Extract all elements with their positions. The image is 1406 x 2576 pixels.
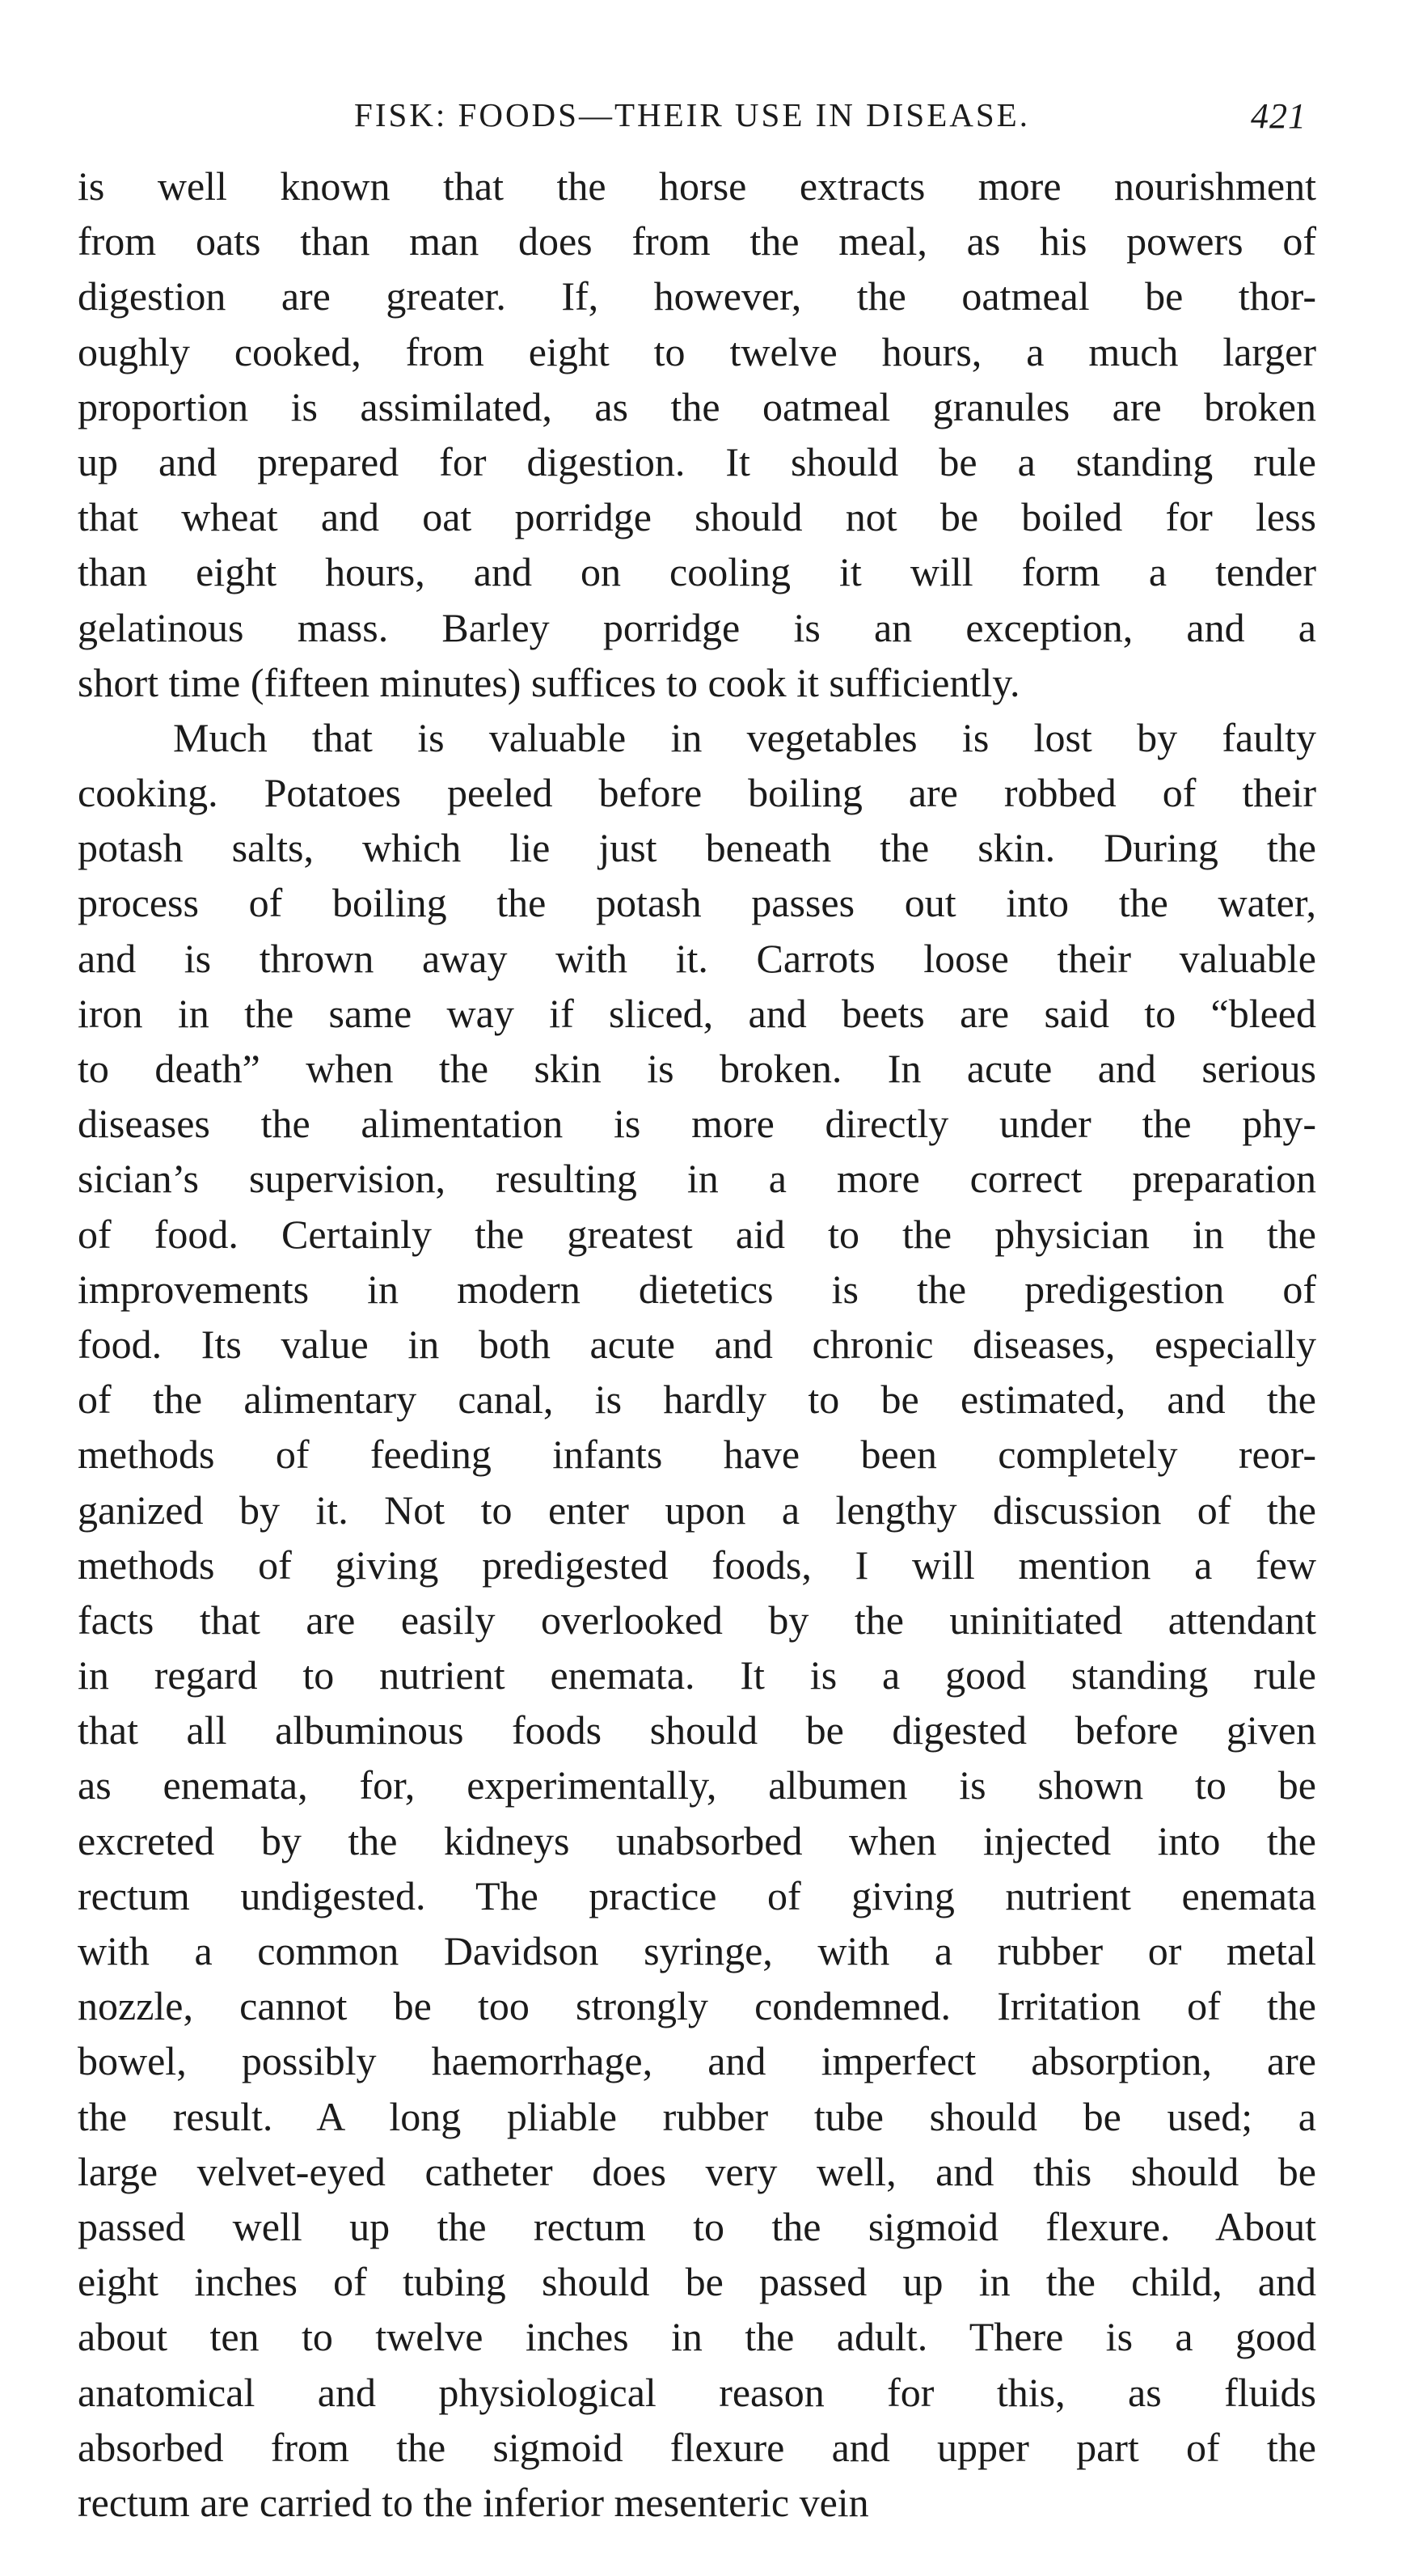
text-line: facts that are easily overlooked by the uninitiated attendant <box>78 1597 1316 1643</box>
text-line: diseases the alimentation is more directly under the phy- <box>78 1101 1316 1147</box>
text-line: of the alimentary canal, is hardly to be estimated, and the <box>78 1377 1316 1423</box>
text-line: and is thrown away with it. Carrots loose their valuable <box>78 935 1316 981</box>
running-head <box>78 95 1307 152</box>
text-line: cooking. Potatoes peeled before boiling are robbed of their <box>78 770 1316 816</box>
text-line: eight inches of tubing should be passed up in the child, and <box>78 2259 1316 2305</box>
text-line: the result. A long pliable rubber tube should be used; a <box>78 2093 1316 2139</box>
paragraph <box>78 159 1316 710</box>
text-line: bowel, possibly haemorrhage, and imperfect absorption, are <box>78 2038 1316 2084</box>
text-line: methods of feeding infants have been completely reor- <box>78 1432 1316 1478</box>
text-line: excreted by the kidneys unabsorbed when injected into the <box>78 1817 1316 1863</box>
text-line: sician’s supervision, resulting in a more correct preparation <box>78 1156 1316 1202</box>
text-line: short time (fifteen minutes) suffices to cook it sufficiently. <box>78 659 1020 705</box>
text-line: methods of giving predigested foods, I will mention a few <box>78 1542 1316 1588</box>
text-line: rectum are carried to the inferior mesenteric vein <box>78 2479 869 2525</box>
text-line: up and prepared for digestion. It should be a standing rule <box>78 438 1316 484</box>
body-text <box>78 159 1316 2530</box>
text-line: is well known that the horse extracts more nourishment <box>78 163 1316 209</box>
text-line: iron in the same way if sliced, and beets are said to “bleed <box>78 990 1316 1036</box>
text-line: that wheat and oat porridge should not be boiled for less <box>78 494 1316 540</box>
text-line: anatomical and physiological reason for this, as fluids <box>78 2369 1316 2415</box>
text-line: nozzle, cannot be too strongly condemned. Irritation of the <box>78 1983 1316 2029</box>
text-line: digestion are greater. If, however, the oatmeal be thor- <box>78 273 1316 319</box>
text-line: proportion is assimilated, as the oatmeal granules are broken <box>78 383 1316 429</box>
text-line: rectum undigested. The practice of giving nutrient enemata <box>78 1872 1316 1918</box>
text-line: about ten to twelve inches in the adult. There is a good <box>78 2314 1316 2360</box>
text-line: ganized by it. Not to enter upon a lengthy discussion of the <box>78 1487 1316 1533</box>
running-title: FISK: FOODS—THEIR USE IN DISEASE. <box>354 96 1030 133</box>
text-line: as enemata, for, experimentally, albumen is shown to be <box>78 1762 1316 1808</box>
text-line: than eight hours, and on cooling it will form a tender <box>78 549 1316 595</box>
text-line: with a common Davidson syringe, with a rubber or metal <box>78 1928 1316 1973</box>
text-line: Much that is valuable in vegetables is lost by faulty <box>173 714 1316 760</box>
text-line: passed well up the rectum to the sigmoid flexure. About <box>78 2203 1316 2249</box>
text-line: of food. Certainly the greatest aid to the physician in the <box>78 1211 1316 1257</box>
text-line: process of boiling the potash passes out into the water, <box>78 880 1316 926</box>
text-line: large velvet-eyed catheter does very well, and this should be <box>78 2148 1316 2194</box>
text-line: food. Its value in both acute and chronic diseases, especially <box>78 1321 1316 1367</box>
text-line: oughly cooked, from eight to twelve hours, a much larger <box>78 328 1316 374</box>
text-line: gelatinous mass. Barley porridge is an exception, and a <box>78 604 1316 650</box>
paragraph <box>78 710 1316 2530</box>
text-line: that all albuminous foods should be digested before given <box>78 1707 1316 1753</box>
text-line: absorbed from the sigmoid flexure and upper part of the <box>78 2424 1316 2470</box>
text-line: potash salts, which lie just beneath the skin. During the <box>78 825 1316 871</box>
text-line: to death” when the skin is broken. In acute and serious <box>78 1046 1316 1091</box>
page-number: 421 <box>1251 96 1307 136</box>
text-line: from oats than man does from the meal, as his powers of <box>78 218 1316 264</box>
text-line: improvements in modern dietetics is the predigestion of <box>78 1266 1316 1312</box>
text-line: in regard to nutrient enemata. It is a good standing rule <box>78 1652 1316 1698</box>
